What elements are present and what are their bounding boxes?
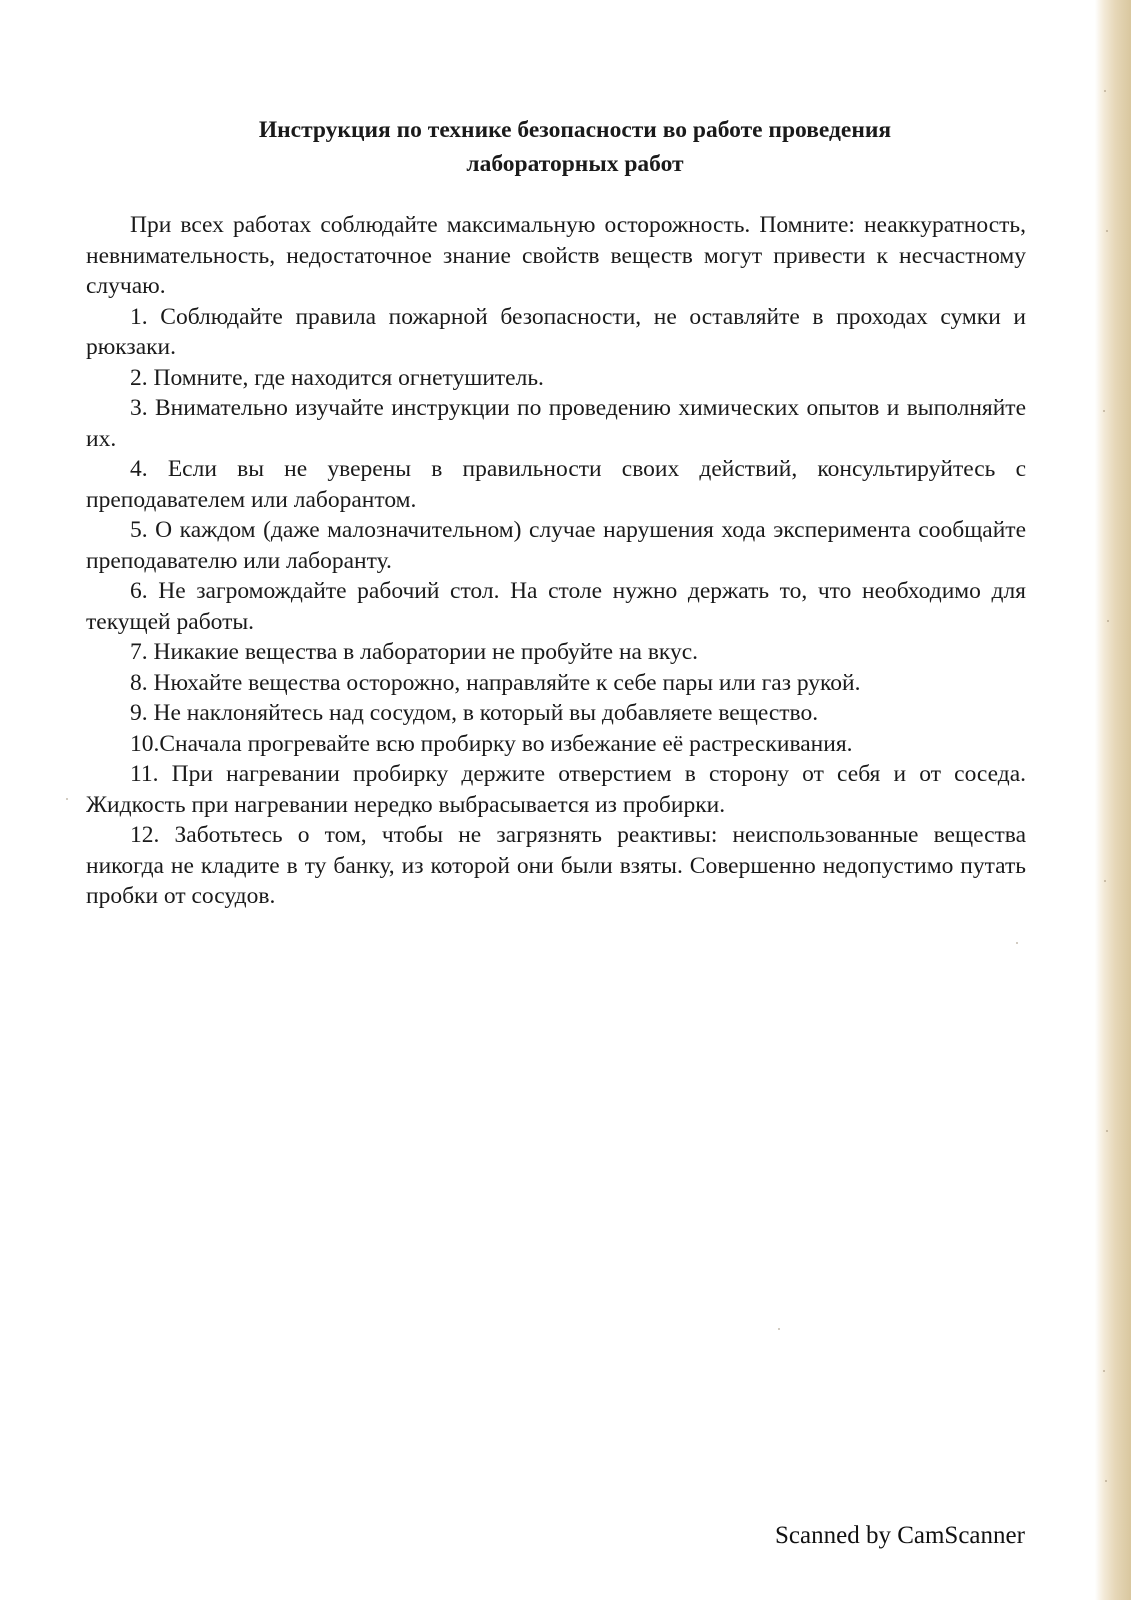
rule-item-11: 11. При нагревании пробирку держите отверстием в сторону от себя и от соседа. Жидкость при нагревании нередко выбрасывается из пробирки. xyxy=(86,761,1026,818)
document-body xyxy=(86,210,1026,912)
rule-item-5: 5. О каждом (даже малозначительном) случае нарушения хода эксперимента сообщайте преподавателю или лаборанту. xyxy=(86,517,1026,574)
rule-item-12: 12. Заботьтесь о том, чтобы не загрязнять реактивы: неиспользованные вещества никогда не кладите в ту банку, из которой они были взяты. Совершенно недопустимо путать пробки от сосудов. xyxy=(86,822,1026,909)
rule-item-9: 9. Не наклоняйтесь над сосудом, в который вы добавляете вещество. xyxy=(130,700,819,726)
rule-item-3: 3. Внимательно изучайте инструкции по проведению химических опытов и выполняйте их. xyxy=(86,395,1026,452)
rule-item-8: 8. Нюхайте вещества осторожно, направляйте к себе пары или газ рукой. xyxy=(130,669,861,696)
rule-item-4: 4. Если вы не уверены в правильности своих действий, консультируйтесь с преподавателем или лаборантом. xyxy=(86,456,1026,513)
intro-paragraph: При всех работах соблюдайте максимальную осторожность. Помните: неаккуратность, невнимательность, недостаточное знание свойств веществ могут привести к несчастному случаю. xyxy=(86,212,1026,299)
document-title xyxy=(80,113,1070,181)
rule-item-6: 6. Не загромождайте рабочий стол. На столе нужно держать то, что необходимо для текущей работы. xyxy=(86,578,1026,635)
rule-item-2: 2. Помните, где находится огнетушитель. xyxy=(130,364,544,391)
rule-item-1: 1. Соблюдайте правила пожарной безопасности, не оставляйте в проходах сумки и рюкзаки. xyxy=(86,303,1026,360)
scanner-watermark: Scanned by CamScanner xyxy=(775,1522,1025,1549)
document-title-line-2: лабораторных работ xyxy=(466,151,684,177)
rule-item-10: 10.Сначала прогревайте всю пробирку во избежание её растрескивания. xyxy=(130,730,853,757)
rule-item-7: 7. Никакие вещества в лаборатории не пробуйте на вкус. xyxy=(130,639,699,665)
document-title-line-1: Инструкция по технике безопасности во работе проведения xyxy=(258,117,892,143)
